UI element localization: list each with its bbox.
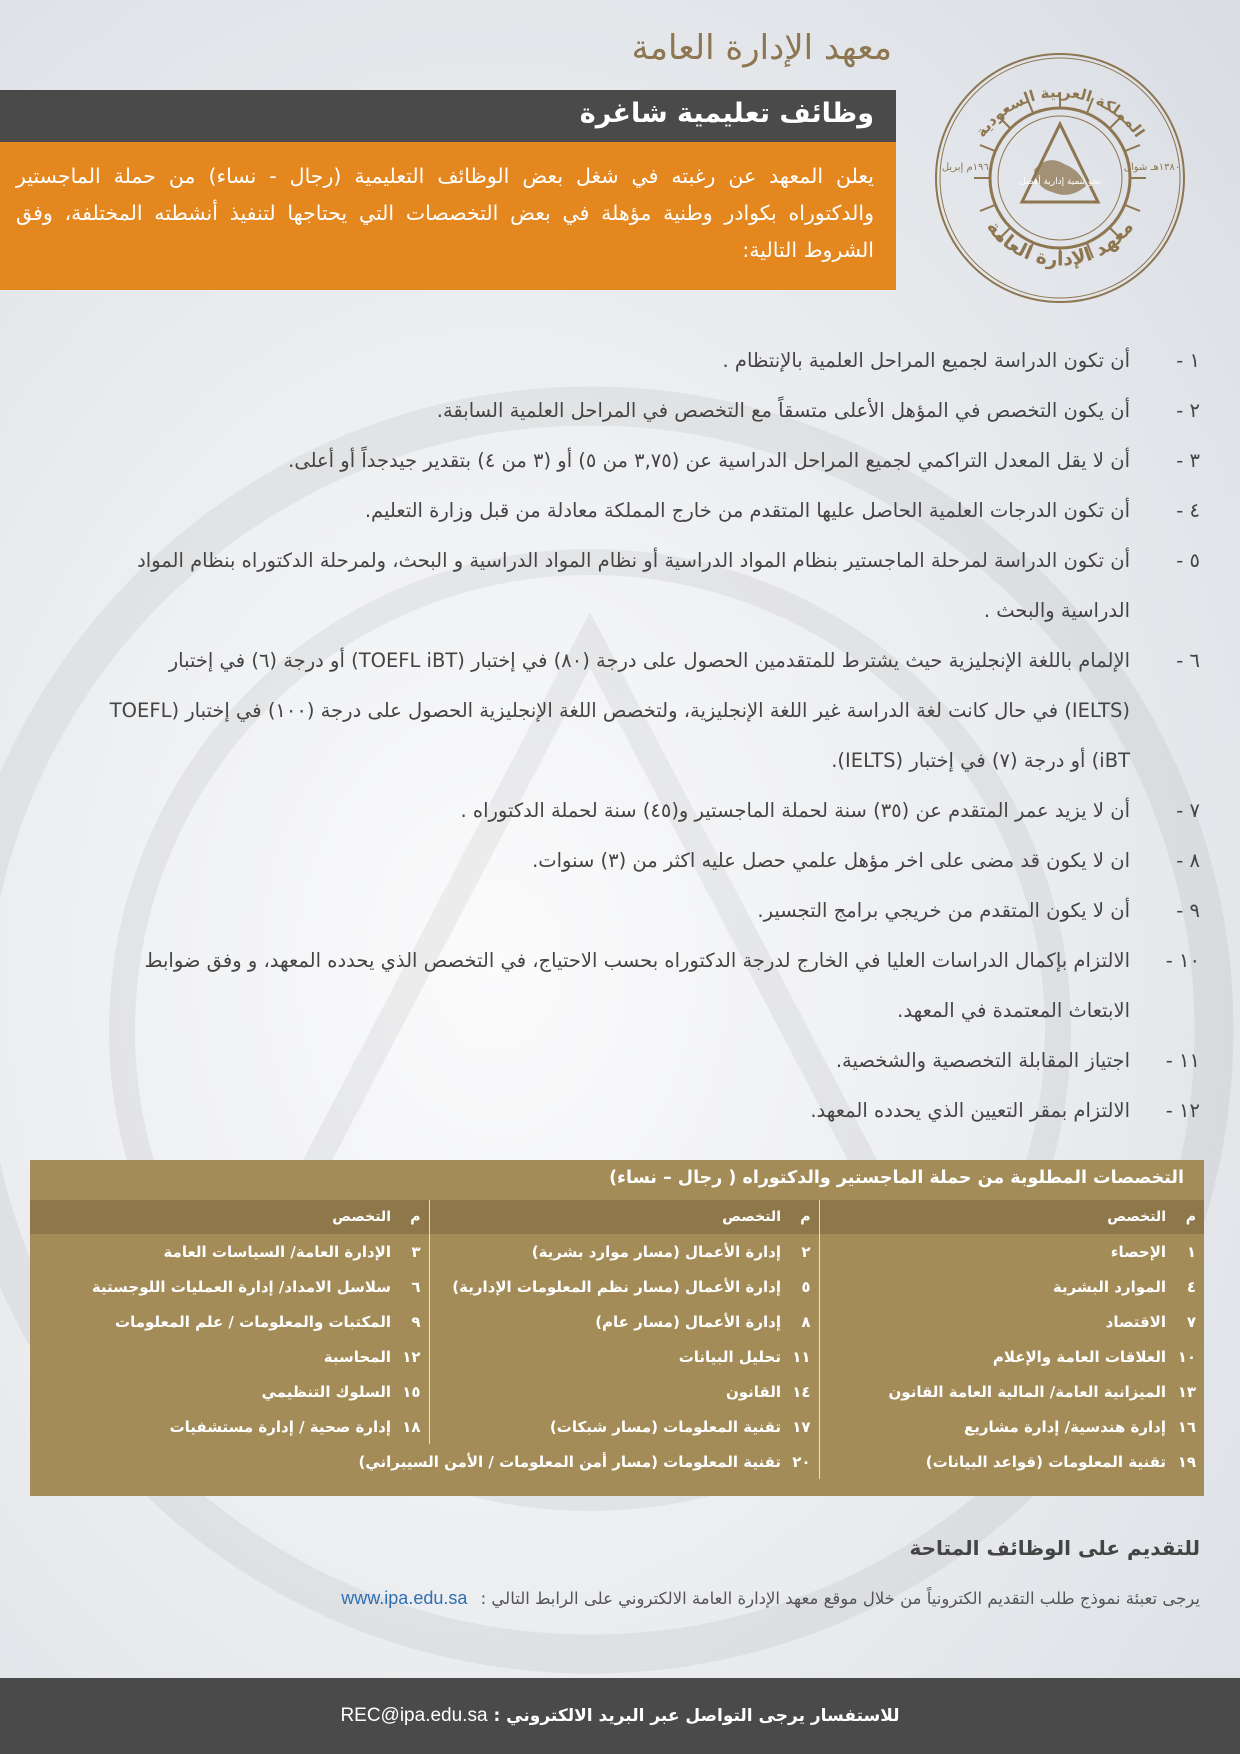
condition-number: ١ - xyxy=(1176,349,1200,372)
apply-title: للتقديم على الوظائف المتاحة xyxy=(909,1536,1200,1560)
spec-number-cell: ١٦ xyxy=(1177,1417,1196,1436)
condition-number: ٧ - xyxy=(1176,799,1200,822)
spec-number-cell: ٨ xyxy=(801,1312,811,1331)
spec-number-cell: ٣ xyxy=(411,1242,421,1261)
svg-text:المملكة العربية السعودية xyxy=(972,83,1148,141)
condition-text: الالتزام بمقر التعيين الذي يحدده المعهد. xyxy=(810,1099,1130,1122)
apply-text: يرجى تعبئة نموذج طلب التقديم الكترونياً من خلال موقع معهد الإدارة العامة الالكتروني على الرابط التالي : xyxy=(480,1589,1200,1608)
table-row xyxy=(30,1374,1204,1409)
spec-name-cell: المكتبات والمعلومات / علم المعلومات xyxy=(115,1312,391,1331)
spec-name-cell: تقنية المعلومات (مسار أمن المعلومات / الأمن السيبراني) xyxy=(358,1452,781,1471)
table-row xyxy=(30,1304,1204,1339)
spec-name-cell: تحليل البيانات xyxy=(429,1339,789,1374)
condition-item xyxy=(105,786,1200,836)
spec-name-cell: المحاسبة xyxy=(323,1347,391,1366)
spec-name-cell: تقنية المعلومات (مسار شبكات) xyxy=(429,1409,789,1444)
title-bar xyxy=(0,90,896,142)
condition-item xyxy=(105,386,1200,436)
apply-instructions xyxy=(341,1588,1200,1609)
contact-email-link[interactable]: REC@ipa.edu.sa xyxy=(340,1705,488,1726)
table-row xyxy=(30,1444,1204,1479)
logo-institute-text: معهد الإدارة العامة xyxy=(982,216,1138,271)
website-link[interactable]: www.ipa.edu.sa xyxy=(341,1588,468,1608)
column-header-spec: التخصص xyxy=(332,1209,391,1225)
spec-number-cell: ٢٠ xyxy=(792,1452,811,1471)
spec-number-cell: ٢ xyxy=(801,1242,811,1261)
condition-text: أن تكون الدراسة لجميع المراحل العلمية بالإنتظام . xyxy=(722,349,1130,372)
condition-text: أن تكون الدراسة لمرحلة الماجستير بنظام المواد الدراسية أو نظام المواد الدراسية و البحث، ولمرحلة الدكتوراه بنظام المواد الدراسية والبحث . xyxy=(137,549,1130,622)
spec-name-cell: السلوك التنظيمي xyxy=(261,1382,391,1401)
spec-name-cell: إدارة الأعمال (مسار عام) xyxy=(429,1304,789,1339)
condition-number: ١٢ - xyxy=(1165,1099,1200,1122)
svg-text:معهد الإدارة العامة xyxy=(982,216,1138,270)
spec-number-cell: ٤ xyxy=(1186,1277,1196,1296)
condition-number: ٩ - xyxy=(1176,899,1200,922)
institute-name: معهد الإدارة العامة xyxy=(631,28,892,68)
spec-number-cell: ١١ xyxy=(792,1347,811,1366)
institute-logo xyxy=(930,42,1190,314)
condition-text: أن لا يقل المعدل التراكمي لجميع المراحل الدراسية عن (٣,٧٥ من ٥) أو (٣ من ٤) بتقدير جيدجداً أو أعلى. xyxy=(288,449,1130,472)
condition-text: أن لا يكون المتقدم من خريجي برامج التجسير. xyxy=(757,899,1130,922)
table-row xyxy=(30,1339,1204,1374)
condition-item xyxy=(105,486,1200,536)
spec-name-cell: الموارد البشرية xyxy=(819,1269,1174,1304)
spec-name-cell: إدارة هندسية/ إدارة مشاريع xyxy=(819,1409,1174,1444)
logo-date-hijri: ١٣٨٠هـ شوال xyxy=(1123,162,1181,173)
condition-number: ٢ - xyxy=(1176,399,1200,422)
condition-number: ٤ - xyxy=(1176,499,1200,522)
condition-text: أن تكون الدرجات العلمية الحاصل عليها المتقدم من خارج المملكة معادلة من قبل وزارة التعليم. xyxy=(364,499,1130,522)
footer-text: للاستفسار يرجى التواصل عبر البريد الالكتروني : xyxy=(493,1706,900,1726)
condition-text: الالتزام بإكمال الدراسات العليا في الخارج لدرجة الدكتوراه بحسب الاحتياج، في التخصص الذي يحدده المعهد، و وفق ضوابط الابتعاث المعتمدة في المعهد. xyxy=(144,949,1130,1022)
condition-item xyxy=(105,436,1200,486)
specializations-body xyxy=(30,1234,1204,1479)
spec-name-cell: سلاسل الامداد/ إدارة العمليات اللوجستية xyxy=(91,1277,391,1296)
condition-item xyxy=(105,1086,1200,1136)
spec-number-cell: ٩ xyxy=(411,1312,421,1331)
spec-number-cell: ١ xyxy=(1186,1242,1196,1261)
spec-number-cell: ١٩ xyxy=(1177,1452,1196,1471)
spec-number-cell: ١٧ xyxy=(792,1417,811,1436)
spec-number-cell: ١٣ xyxy=(1177,1382,1196,1401)
condition-text: ان لا يكون قد مضى على اخر مؤهل علمي حصل عليه اكثر من (٣) سنوات. xyxy=(532,849,1130,872)
column-header-num: م xyxy=(800,1209,811,1225)
spec-number-cell: ١٠ xyxy=(1177,1347,1196,1366)
column-header-spec: التخصص xyxy=(819,1200,1174,1234)
condition-number: ٣ - xyxy=(1176,449,1200,472)
condition-text: أن لا يزيد عمر المتقدم عن (٣٥) سنة لحملة الماجستير و(٤٥) سنة لحملة الدكتوراه . xyxy=(460,799,1130,822)
footer-bar xyxy=(0,1678,1240,1754)
column-header-num: م xyxy=(1185,1209,1196,1225)
specializations-table xyxy=(30,1200,1204,1479)
spec-number-cell: ١٥ xyxy=(402,1382,421,1401)
logo-kingdom-text: المملكة العربية السعودية xyxy=(971,83,1149,141)
conditions-list xyxy=(105,336,1200,1136)
spec-number-cell: ١٤ xyxy=(792,1382,811,1401)
spec-name-cell: الإحصاء xyxy=(819,1234,1174,1269)
table-row xyxy=(30,1269,1204,1304)
condition-number: ٦ - xyxy=(1176,649,1200,672)
spec-name-cell: الميزانية العامة/ المالية العامة القانون xyxy=(819,1374,1174,1409)
spec-number-cell: ٦ xyxy=(411,1277,421,1296)
condition-number: ٨ - xyxy=(1176,849,1200,872)
condition-number: ١٠ - xyxy=(1165,949,1200,972)
spec-number-cell: ١٨ xyxy=(402,1417,421,1436)
condition-item xyxy=(105,536,1200,636)
condition-number: ١١ - xyxy=(1165,1049,1200,1072)
table-row xyxy=(30,1409,1204,1444)
table-header-row xyxy=(30,1200,1204,1234)
column-header-num: م xyxy=(410,1209,421,1225)
spec-number-cell: ١٢ xyxy=(402,1347,421,1366)
condition-item xyxy=(105,886,1200,936)
spec-number-cell: ٥ xyxy=(801,1277,811,1296)
page-title: وظائف تعليمية شاغرة xyxy=(579,98,874,129)
spec-name-cell: إدارة الأعمال (مسار موارد بشرية) xyxy=(429,1234,789,1269)
table-row xyxy=(30,1234,1204,1269)
condition-number: ٥ - xyxy=(1176,549,1200,572)
spec-name-cell: العلاقات العامة والإعلام xyxy=(819,1339,1174,1374)
specializations-title: التخصصات المطلوبة من حملة الماجستير والدكتوراه ( رجال – نساء) xyxy=(609,1168,1184,1188)
condition-text: الإلمام باللغة الإنجليزية حيث يشترط للمتقدمين الحصول على درجة (٨٠) في إختبار (TOEFL iBT) أو درجة (٦) في إختبار (IELTS) في حال كانت لغة الدراسة غير اللغة الإنجليزية، ولتخصص اللغة الإنجليزية الحصول على درجة (١٠٠) في إختبار (TOEFL iBT) أو درجة (٧) في إختبار (IELTS). xyxy=(109,649,1130,772)
column-header-spec: التخصص xyxy=(429,1200,789,1234)
logo-center-text: نحو تنمية إدارية أفضل xyxy=(1019,177,1101,187)
spec-name-cell: إدارة صحية / إدارة مستشفيات xyxy=(169,1417,391,1436)
specializations-box xyxy=(30,1160,1204,1496)
spec-name-cell: تقنية المعلومات (قواعد البيانات) xyxy=(819,1444,1174,1479)
spec-name-cell: القانون xyxy=(429,1374,789,1409)
condition-text: أن يكون التخصص في المؤهل الأعلى متسقاً مع التخصص في المراحل العلمية السابقة. xyxy=(436,399,1130,422)
condition-item xyxy=(105,336,1200,386)
condition-item xyxy=(105,636,1200,786)
intro-paragraph: يعلن المعهد عن رغبته في شغل بعض الوظائف التعليمية (رجال - نساء) من حملة الماجستير والدكتوراه بكوادر وطنية مؤهلة في بعض التخصصات التي يحتاجها لتنفيذ أنشطته المختلفة، وفق الشروط التالية: xyxy=(0,142,896,290)
logo-date-gregorian: ١٩٦١م إبريل xyxy=(941,162,995,173)
condition-item xyxy=(105,1036,1200,1086)
condition-item xyxy=(105,836,1200,886)
spec-name-cell: إدارة الأعمال (مسار نظم المعلومات الإدارية) xyxy=(429,1269,789,1304)
spec-name-cell: الاقتصاد xyxy=(819,1304,1174,1339)
spec-number-cell: ٧ xyxy=(1186,1312,1196,1331)
condition-text: اجتياز المقابلة التخصصية والشخصية. xyxy=(835,1049,1130,1072)
spec-name-cell: الإدارة العامة/ السياسات العامة xyxy=(163,1242,391,1261)
condition-item xyxy=(105,936,1200,1036)
